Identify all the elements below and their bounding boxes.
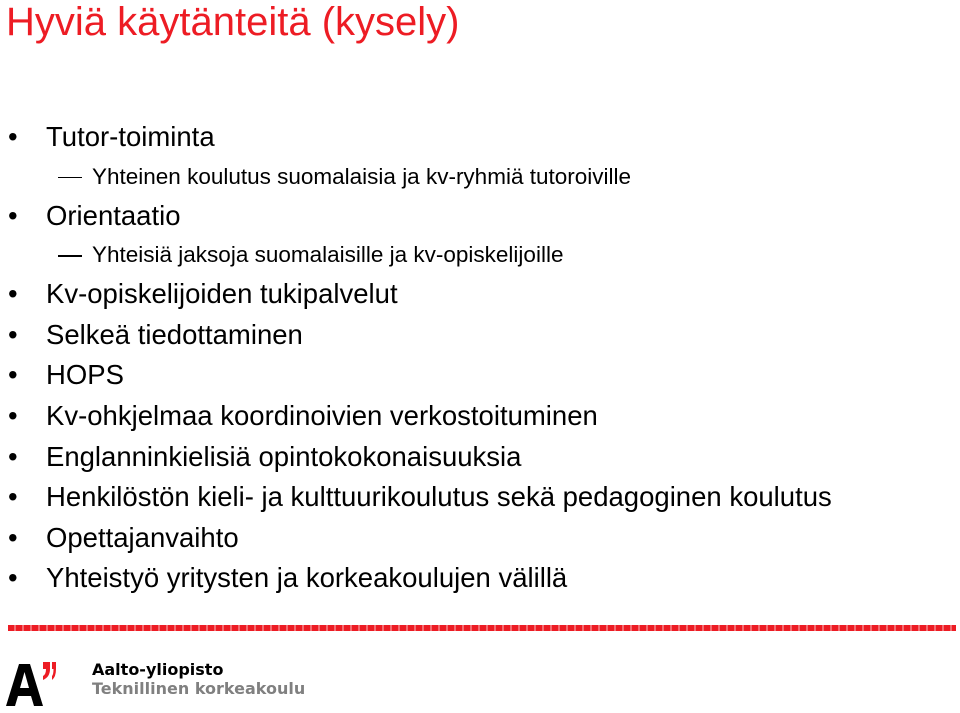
bullet-dot-icon: •	[8, 399, 18, 431]
bullet-text: HOPS	[46, 359, 124, 391]
footer-divider	[8, 625, 956, 631]
logo-university-name: Aalto-yliopisto	[92, 660, 224, 679]
bullet-dot-icon: •	[8, 359, 18, 391]
bullet-text: Tutor-toiminta	[46, 121, 215, 152]
bullet-item	[0, 355, 960, 396]
bullet-dot-icon: •	[8, 121, 18, 152]
bullet-item	[0, 558, 960, 599]
bullet-item	[0, 396, 960, 437]
bullet-text: Kv-opiskelijoiden tukipalvelut	[46, 278, 398, 310]
sub-bullet-text: Yhteisiä jaksoja suomalaisille ja kv-opiskelijoille	[92, 242, 564, 268]
bullet-dot-icon: •	[8, 440, 18, 472]
logo-school-name: Teknillinen korkeakoulu	[92, 679, 306, 698]
bullet-dot-icon: •	[8, 481, 18, 513]
bullet-text: Orientaatio	[46, 199, 181, 231]
bullet-item	[0, 437, 960, 478]
slide-title: Hyviä käytänteitä (kysely)	[6, 0, 460, 44]
bullet-item	[0, 117, 960, 158]
sub-bullet-text: Yhteinen koulutus suomalaisia ja kv-ryhmiä tutoroiville	[92, 163, 632, 189]
bullet-item	[0, 518, 960, 559]
bullet-text: Yhteistyö yritysten ja korkeakoulujen välillä	[46, 562, 568, 594]
bullet-text: Englanninkielisiä opintokokonaisuuksia	[46, 440, 522, 472]
bullet-text: Henkilöstön kieli- ja kulttuurikoulutus sekä pedagoginen koulutus	[46, 481, 832, 513]
sub-bullet-item	[0, 236, 960, 274]
bullet-dot-icon: •	[8, 199, 18, 231]
dash-icon	[58, 177, 82, 179]
bullet-dot-icon: •	[8, 521, 18, 553]
bullet-item	[0, 315, 960, 356]
bullet-dot-icon: •	[8, 562, 18, 594]
sub-bullet-item	[0, 158, 960, 196]
bullet-item	[0, 196, 960, 237]
bullet-dot-icon: •	[8, 278, 18, 310]
bullet-dot-icon: •	[8, 318, 18, 350]
dash-icon	[58, 255, 82, 257]
bullet-item	[0, 274, 960, 315]
bullet-item	[0, 477, 960, 518]
bullet-list	[0, 117, 960, 599]
bullet-text: Kv-ohkjelmaa koordinoivien verkostoituminen	[46, 399, 598, 431]
bullet-text: Opettajanvaihto	[46, 521, 239, 553]
bullet-text: Selkeä tiedottaminen	[46, 318, 303, 350]
aalto-logo-icon	[6, 660, 56, 706]
